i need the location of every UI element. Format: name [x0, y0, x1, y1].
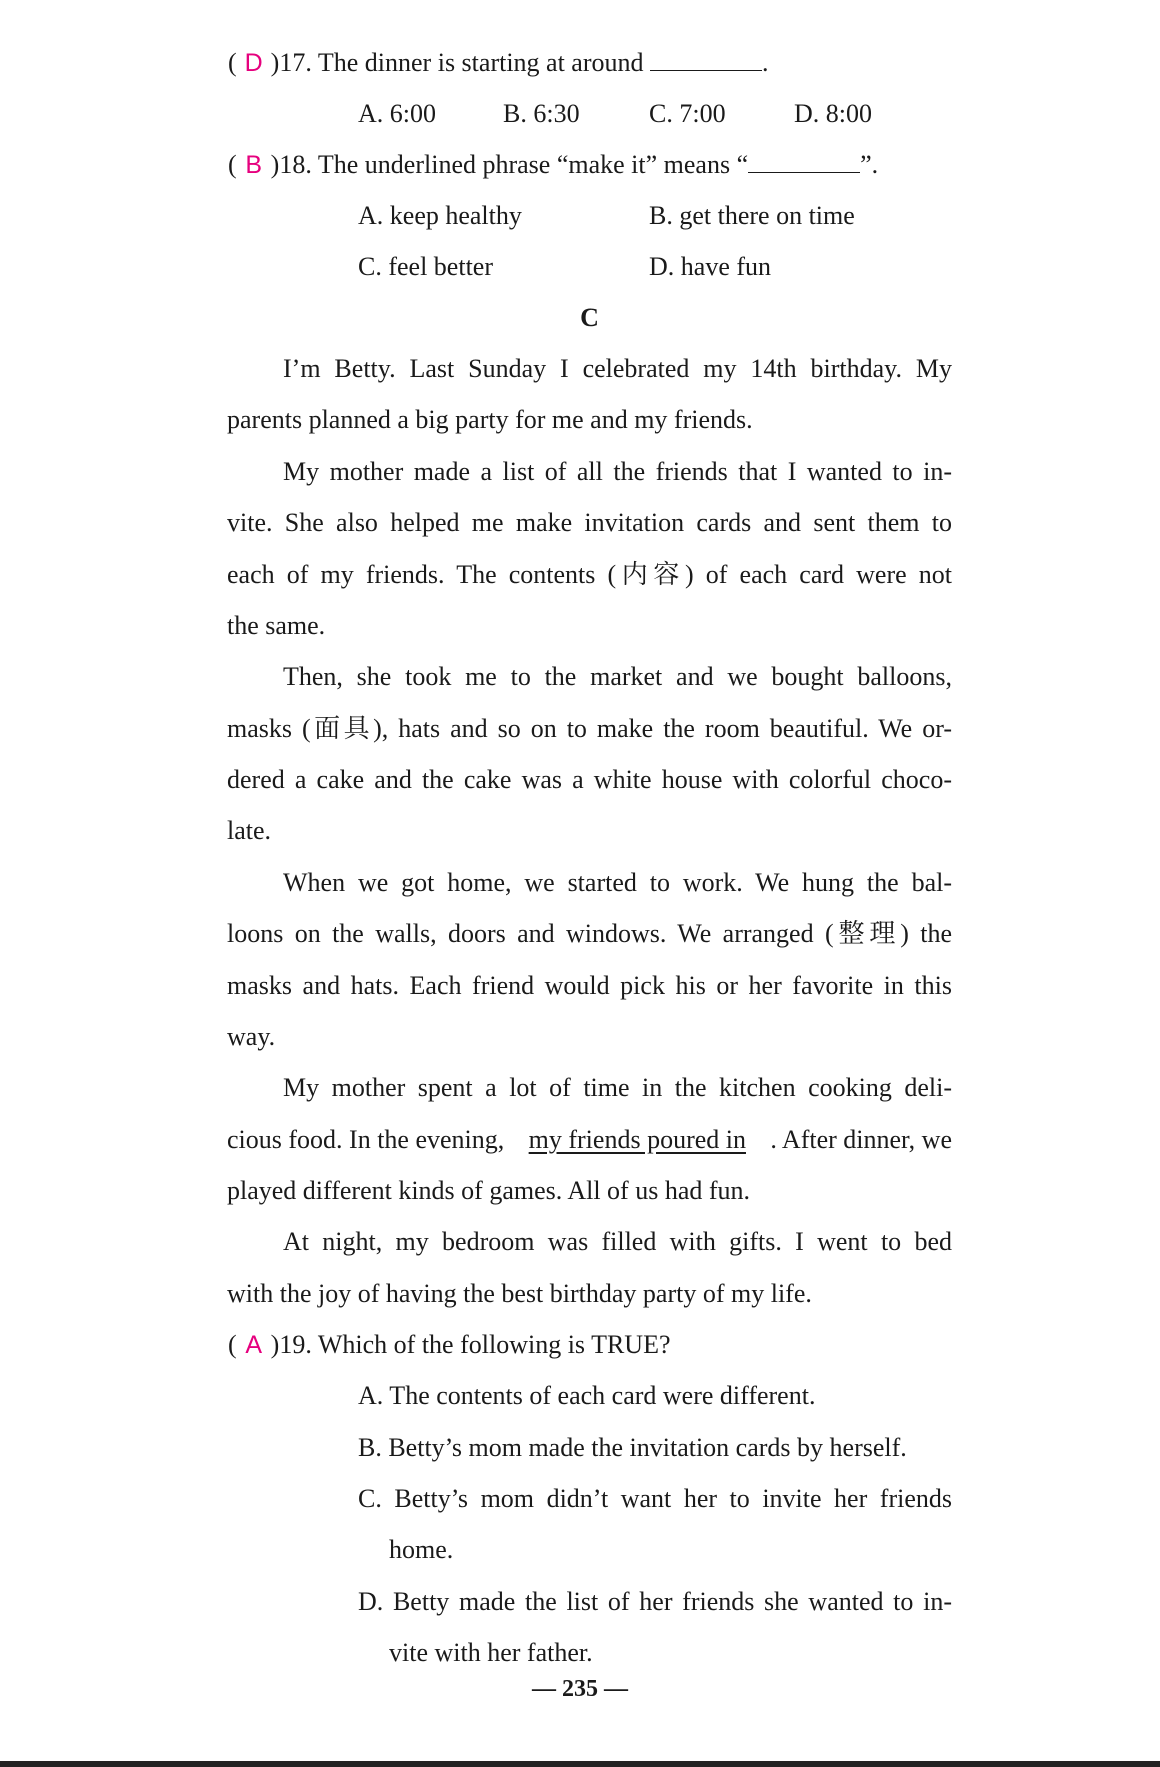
passage-line-4: vite. She also helped me make invitation cards and sent them to: [227, 508, 952, 537]
passage-text: . After dinner, we: [770, 1125, 952, 1154]
paren-close: ): [270, 1330, 280, 1359]
option-17b: B. 6:30: [503, 99, 580, 128]
passage-line-3: My mother made a list of all the friends that I wanted to in-: [283, 457, 952, 486]
passage-line-6: the same.: [227, 611, 326, 640]
passage-line-17: played different kinds of games. All of us had fun.: [227, 1176, 751, 1205]
passage-text: cious food. In the evening,: [227, 1125, 505, 1154]
option-19c-cont: home.: [389, 1535, 454, 1564]
section-title: C: [580, 303, 599, 332]
passage-line-7: Then, she took me to the market and we bought balloons,: [283, 662, 952, 691]
option-17a: A. 6:00: [358, 99, 436, 128]
paren-open: (: [228, 1330, 237, 1359]
option-18d: D. have fun: [649, 252, 772, 281]
page-number: — 235 —: [532, 1676, 628, 1702]
question-stem: Which of the following is TRUE?: [317, 1330, 671, 1359]
option-19b: B. Betty’s mom made the invitation cards by herself.: [358, 1433, 907, 1462]
passage-line-14: way.: [227, 1022, 276, 1051]
question-end: .: [762, 48, 769, 77]
option-18b: B. get there on time: [649, 201, 855, 230]
question-17: [228, 46, 769, 80]
paren-close: ): [270, 150, 280, 179]
paren-close: ): [270, 48, 280, 77]
underlined-phrase: my friends poured in: [528, 1125, 746, 1154]
question-19: [228, 1328, 671, 1362]
passage-line-18: At night, my bedroom was filled with gifts. I went to bed: [283, 1227, 952, 1256]
answer-17: D: [244, 49, 263, 77]
question-number: 18.: [279, 150, 312, 179]
passage-line-10: late.: [227, 816, 272, 845]
option-18c: C. feel better: [358, 252, 493, 281]
answer-18: B: [245, 151, 263, 179]
answer-blank: [748, 148, 860, 173]
option-19d-cont: vite with her father.: [389, 1638, 593, 1667]
answer-blank: [650, 46, 762, 71]
passage-line-8: masks (面具), hats and so on to make the room beautiful. We or-: [227, 714, 952, 743]
passage-line-13: masks and hats. Each friend would pick his or her favorite in this: [227, 971, 952, 1000]
bottom-border: [0, 1761, 1160, 1767]
question-number: 19.: [279, 1330, 312, 1359]
passage-line-2: parents planned a big party for me and my friends.: [227, 405, 753, 434]
paren-open: (: [228, 150, 237, 179]
paren-open: (: [228, 48, 237, 77]
question-end: ”.: [860, 150, 879, 179]
option-19d: D. Betty made the list of her friends she wanted to in-: [358, 1587, 952, 1616]
question-18: [228, 148, 878, 182]
passage-line-19: with the joy of having the best birthday party of my life.: [227, 1279, 812, 1308]
option-19a: A. The contents of each card were different.: [358, 1381, 816, 1410]
passage-line-9: dered a cake and the cake was a white house with colorful choco-: [227, 765, 952, 794]
passage-line-15: My mother spent a lot of time in the kitchen cooking deli-: [283, 1073, 952, 1102]
question-stem: The underlined phrase “make it” means “: [317, 150, 749, 179]
answer-19: A: [245, 1331, 263, 1359]
passage-line-11: When we got home, we started to work. We hung the bal-: [283, 868, 952, 897]
question-number: 17.: [279, 48, 312, 77]
option-17d: D. 8:00: [794, 99, 872, 128]
option-19c: C. Betty’s mom didn’t want her to invite her friends: [358, 1484, 952, 1513]
passage-line-5: each of my friends. The contents (内容) of each card were not: [227, 560, 952, 589]
passage-line-16: [227, 1123, 952, 1157]
option-17c: C. 7:00: [649, 99, 726, 128]
passage-line-1: I’m Betty. Last Sunday I celebrated my 14th birthday. My: [283, 354, 952, 383]
passage-line-12: loons on the walls, doors and windows. We arranged (整理) the: [227, 919, 952, 948]
option-18a: A. keep healthy: [358, 201, 522, 230]
question-stem: The dinner is starting at around: [317, 48, 644, 77]
